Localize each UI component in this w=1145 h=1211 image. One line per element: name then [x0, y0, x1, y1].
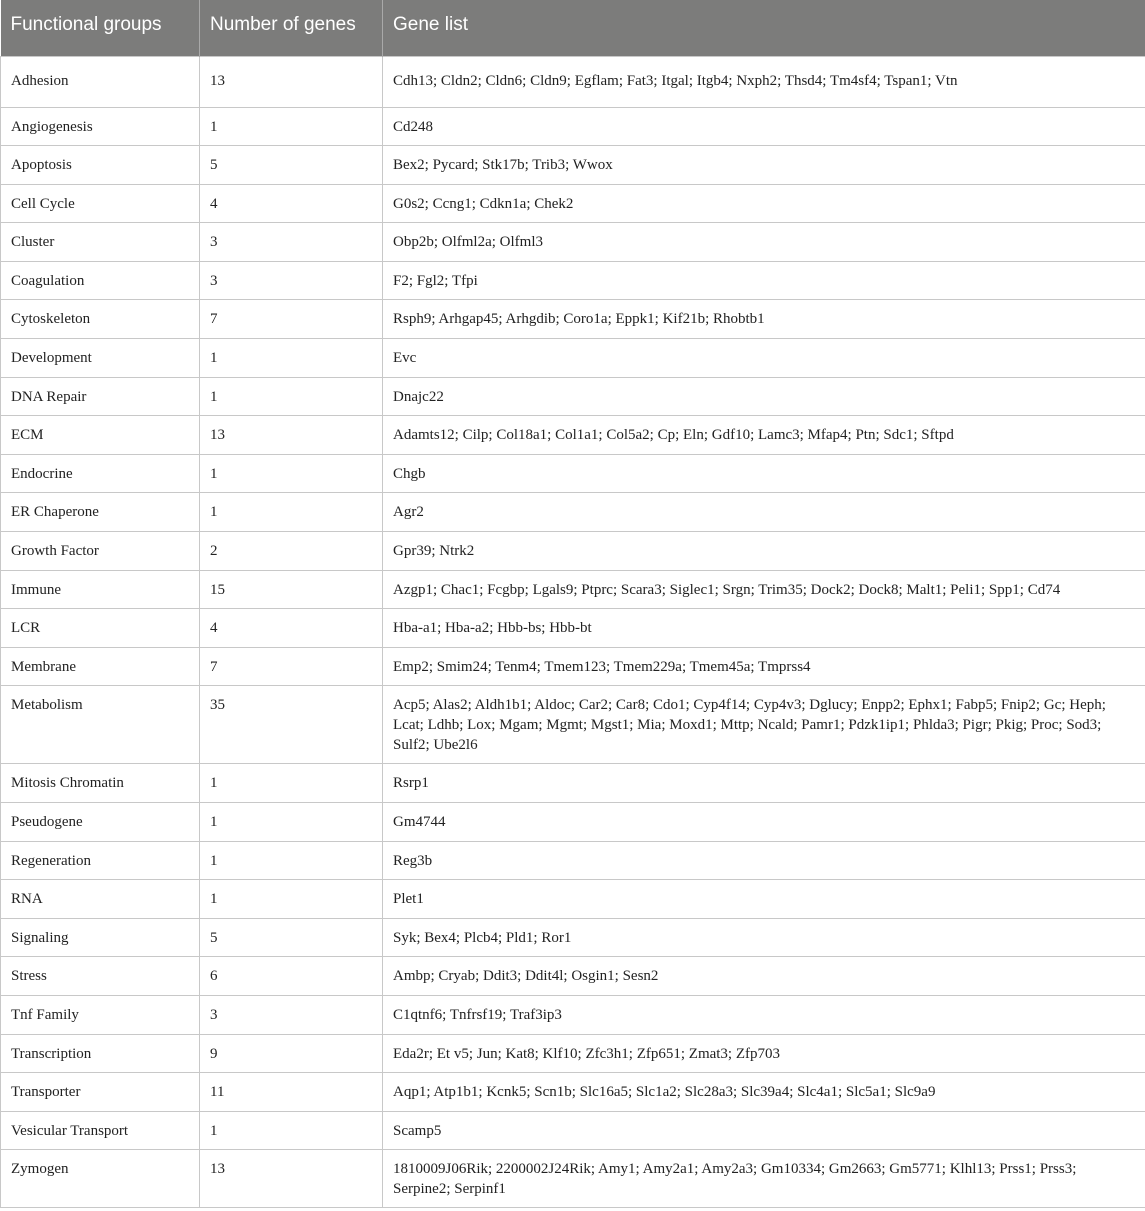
- count-cell: 13: [200, 416, 383, 455]
- table-row: [1, 416, 1145, 455]
- genes-cell: Dnajc22: [383, 377, 1145, 416]
- genes-cell: Plet1: [383, 880, 1145, 919]
- group-cell: Signaling: [1, 918, 200, 957]
- group-cell: Transcription: [1, 1034, 200, 1073]
- genes-cell: Evc: [383, 339, 1145, 378]
- group-cell: Growth Factor: [1, 532, 200, 571]
- count-cell: 1: [200, 764, 383, 803]
- group-cell: Mitosis Chromatin: [1, 764, 200, 803]
- group-cell: Tnf Family: [1, 995, 200, 1034]
- count-cell: 5: [200, 918, 383, 957]
- count-cell: 1: [200, 493, 383, 532]
- table-row: [1, 223, 1145, 262]
- count-cell: 1: [200, 841, 383, 880]
- genes-cell: Gpr39; Ntrk2: [383, 532, 1145, 571]
- group-cell: Angiogenesis: [1, 107, 200, 146]
- table-body: [1, 56, 1145, 1208]
- group-cell: Cytoskeleton: [1, 300, 200, 339]
- table-row: [1, 918, 1145, 957]
- group-cell: Vesicular Transport: [1, 1111, 200, 1150]
- genes-cell: F2; Fgl2; Tfpi: [383, 261, 1145, 300]
- count-cell: 1: [200, 339, 383, 378]
- count-cell: 15: [200, 570, 383, 609]
- count-cell: 5: [200, 146, 383, 185]
- count-cell: 13: [200, 1150, 383, 1208]
- group-cell: Transporter: [1, 1073, 200, 1112]
- header-gene-list: Gene list: [383, 0, 1145, 56]
- count-cell: 7: [200, 647, 383, 686]
- table-row: [1, 1034, 1145, 1073]
- count-cell: 13: [200, 56, 383, 107]
- table-row: [1, 570, 1145, 609]
- group-cell: ECM: [1, 416, 200, 455]
- genes-cell: Bex2; Pycard; Stk17b; Trib3; Wwox: [383, 146, 1145, 185]
- header-number-of-genes: Number of genes: [200, 0, 383, 56]
- count-cell: 7: [200, 300, 383, 339]
- header-row: [1, 0, 1145, 56]
- count-cell: 1: [200, 1111, 383, 1150]
- genes-cell: Adamts12; Cilp; Col18a1; Col1a1; Col5a2; Cp; Eln; Gdf10; Lamc3; Mfap4; Ptn; Sdc1; Sftpd: [383, 416, 1145, 455]
- group-cell: Development: [1, 339, 200, 378]
- table-row: [1, 261, 1145, 300]
- genes-cell: Rsph9; Arhgap45; Arhgdib; Coro1a; Eppk1; Kif21b; Rhobtb1: [383, 300, 1145, 339]
- table-row: [1, 686, 1145, 764]
- count-cell: 6: [200, 957, 383, 996]
- table-row: [1, 377, 1145, 416]
- genes-cell: Chgb: [383, 454, 1145, 493]
- count-cell: 1: [200, 107, 383, 146]
- table-row: [1, 493, 1145, 532]
- table-row: [1, 880, 1145, 919]
- count-cell: 1: [200, 803, 383, 842]
- group-cell: Cluster: [1, 223, 200, 262]
- count-cell: 1: [200, 880, 383, 919]
- genes-cell: Cd248: [383, 107, 1145, 146]
- genes-cell: Acp5; Alas2; Aldh1b1; Aldoc; Car2; Car8; Cdo1; Cyp4f14; Cyp4v3; Dglucy; Enpp2; Ephx1; Fabp5; Fnip2; Gc; Heph; Lcat; Ldhb; Lox; Mgam; Mgmt; Mgst1; Mia; Moxd1; Mttp; Ncald; Pamr1; Pdzk1ip1; Phlda3; Pigr; Pkig; Proc; Sod3; Sulf2; Ube2l6: [383, 686, 1145, 764]
- group-cell: DNA Repair: [1, 377, 200, 416]
- table-row: [1, 532, 1145, 571]
- table-row: [1, 1073, 1145, 1112]
- genes-cell: Eda2r; Et v5; Jun; Kat8; Klf10; Zfc3h1; Zfp651; Zmat3; Zfp703: [383, 1034, 1145, 1073]
- table-row: [1, 184, 1145, 223]
- count-cell: 4: [200, 609, 383, 648]
- genes-cell: Rsrp1: [383, 764, 1145, 803]
- group-cell: Adhesion: [1, 56, 200, 107]
- table-row: [1, 609, 1145, 648]
- count-cell: 9: [200, 1034, 383, 1073]
- table-row: [1, 146, 1145, 185]
- table-row: [1, 1150, 1145, 1208]
- group-cell: Endocrine: [1, 454, 200, 493]
- count-cell: 3: [200, 223, 383, 262]
- count-cell: 1: [200, 377, 383, 416]
- table-row: [1, 995, 1145, 1034]
- genes-cell: Ambp; Cryab; Ddit3; Ddit4l; Osgin1; Sesn2: [383, 957, 1145, 996]
- group-cell: Stress: [1, 957, 200, 996]
- group-cell: LCR: [1, 609, 200, 648]
- genes-cell: Reg3b: [383, 841, 1145, 880]
- table-row: [1, 454, 1145, 493]
- table-row: [1, 1111, 1145, 1150]
- count-cell: 11: [200, 1073, 383, 1112]
- table-row: [1, 957, 1145, 996]
- table-row: [1, 107, 1145, 146]
- group-cell: Zymogen: [1, 1150, 200, 1208]
- genes-cell: Syk; Bex4; Plcb4; Pld1; Ror1: [383, 918, 1145, 957]
- count-cell: 2: [200, 532, 383, 571]
- group-cell: Apoptosis: [1, 146, 200, 185]
- genes-cell: Hba-a1; Hba-a2; Hbb-bs; Hbb-bt: [383, 609, 1145, 648]
- count-cell: 3: [200, 261, 383, 300]
- count-cell: 4: [200, 184, 383, 223]
- table-row: [1, 841, 1145, 880]
- genes-cell: C1qtnf6; Tnfrsf19; Traf3ip3: [383, 995, 1145, 1034]
- table-header: [1, 0, 1145, 56]
- group-cell: Metabolism: [1, 686, 200, 764]
- table-row: [1, 56, 1145, 107]
- group-cell: Membrane: [1, 647, 200, 686]
- genes-cell: Gm4744: [383, 803, 1145, 842]
- table-row: [1, 764, 1145, 803]
- genes-cell: Azgp1; Chac1; Fcgbp; Lgals9; Ptprc; Scara3; Siglec1; Srgn; Trim35; Dock2; Dock8; Malt1; Peli1; Spp1; Cd74: [383, 570, 1145, 609]
- genes-cell: Scamp5: [383, 1111, 1145, 1150]
- genes-cell: Emp2; Smim24; Tenm4; Tmem123; Tmem229a; Tmem45a; Tmprss4: [383, 647, 1145, 686]
- count-cell: 1: [200, 454, 383, 493]
- group-cell: RNA: [1, 880, 200, 919]
- table-row: [1, 647, 1145, 686]
- group-cell: Coagulation: [1, 261, 200, 300]
- count-cell: 3: [200, 995, 383, 1034]
- genes-cell: Obp2b; Olfml2a; Olfml3: [383, 223, 1145, 262]
- genes-cell: Agr2: [383, 493, 1145, 532]
- group-cell: Immune: [1, 570, 200, 609]
- table-row: [1, 803, 1145, 842]
- group-cell: ER Chaperone: [1, 493, 200, 532]
- count-cell: 35: [200, 686, 383, 764]
- genes-cell: Cdh13; Cldn2; Cldn6; Cldn9; Egflam; Fat3; Itgal; Itgb4; Nxph2; Thsd4; Tm4sf4; Tspan1; Vtn: [383, 56, 1145, 107]
- group-cell: Regeneration: [1, 841, 200, 880]
- table-row: [1, 300, 1145, 339]
- genes-cell: 1810009J06Rik; 2200002J24Rik; Amy1; Amy2a1; Amy2a3; Gm10334; Gm2663; Gm5771; Klhl13; Prss1; Prss3; Serpine2; Serpinf1: [383, 1150, 1145, 1208]
- table-row: [1, 339, 1145, 378]
- genes-cell: G0s2; Ccng1; Cdkn1a; Chek2: [383, 184, 1145, 223]
- group-cell: Cell Cycle: [1, 184, 200, 223]
- genes-cell: Aqp1; Atp1b1; Kcnk5; Scn1b; Slc16a5; Slc1a2; Slc28a3; Slc39a4; Slc4a1; Slc5a1; Slc9a9: [383, 1073, 1145, 1112]
- group-cell: Pseudogene: [1, 803, 200, 842]
- header-functional-groups: Functional groups: [1, 0, 200, 56]
